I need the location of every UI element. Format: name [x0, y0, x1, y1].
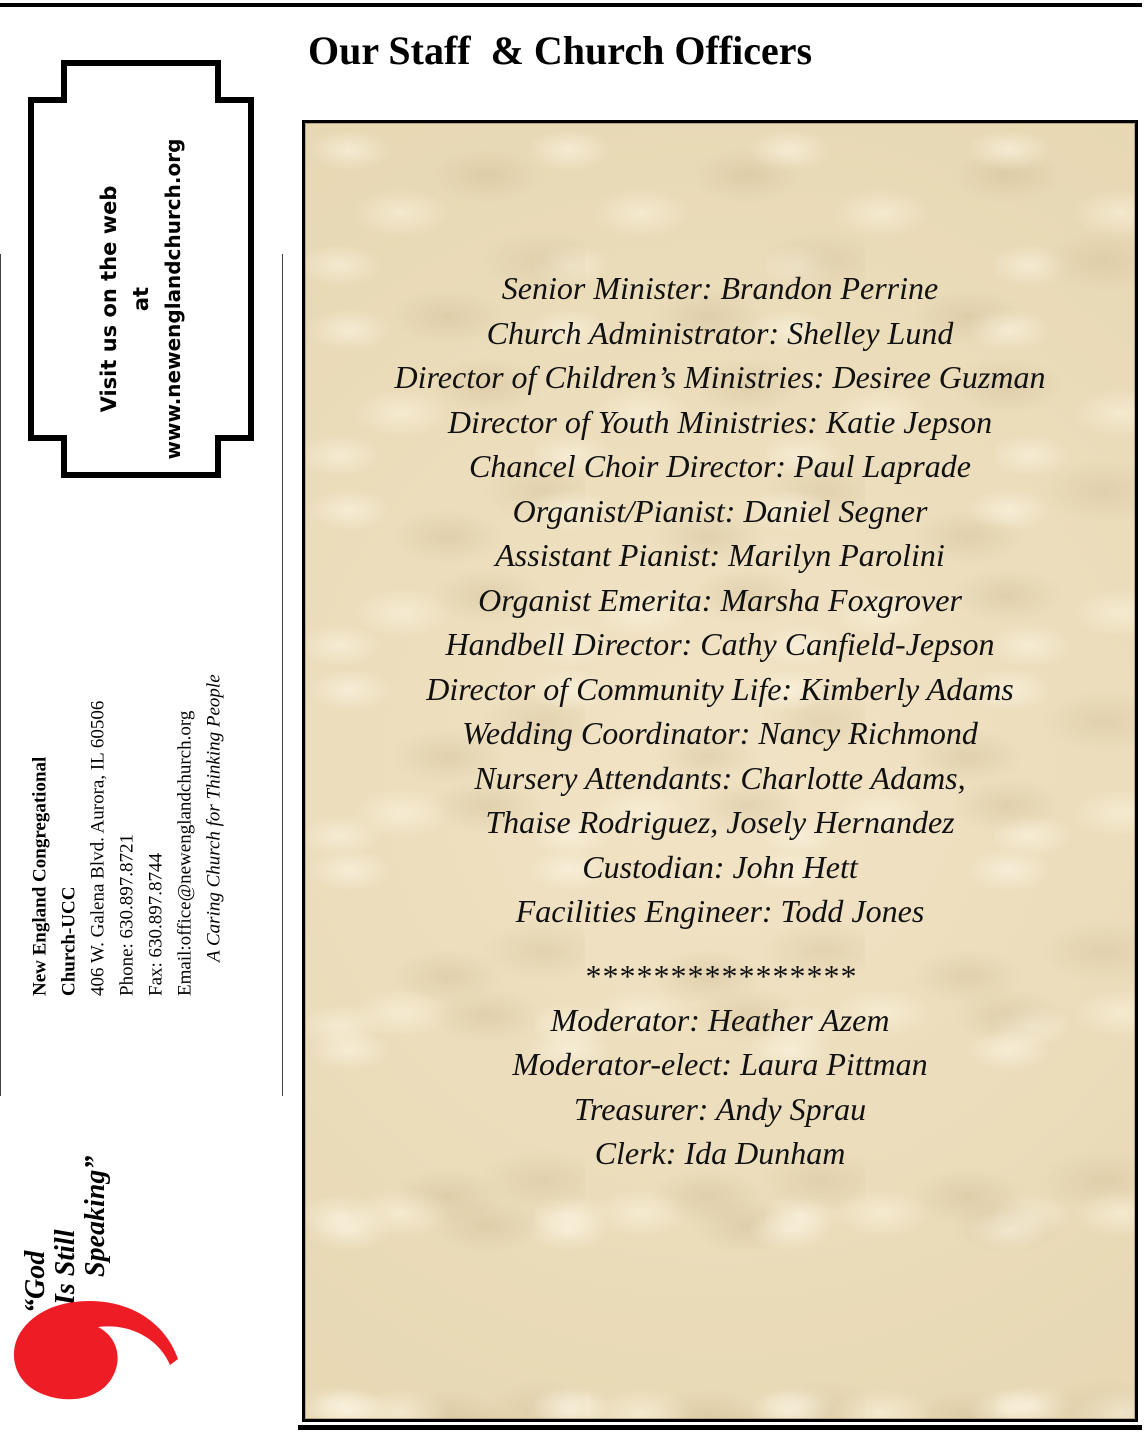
church-email[interactable]: Email:office@newenglandchurch.org: [174, 710, 196, 996]
staff-entry: Assistant Pianist: Marilyn Parolini: [495, 537, 945, 573]
church-fax: Fax: 630.897.8744: [145, 852, 167, 996]
officer-entry: Moderator: Heather Azem: [550, 1001, 890, 1038]
divider-left: [0, 254, 1, 1096]
web-notice-line2: at: [129, 286, 153, 312]
slogan-line3: Speaking”: [80, 1155, 111, 1277]
staff-entry: Nursery Attendants: Charlotte Adams,: [474, 759, 966, 796]
staff-panel: [302, 120, 1138, 1422]
staff-roster: [305, 266, 1135, 1176]
church-phone: Phone: 630.897.8721: [116, 833, 138, 996]
top-rule: [0, 3, 1142, 7]
staff-entry: Senior Minister: Brandon Perrine: [501, 270, 939, 306]
staff-entry: Director of Children’s Ministries: Desiree Guzman: [394, 359, 1046, 395]
divider-right: [282, 254, 283, 1096]
staff-entry: Handbell Director: Cathy Canfield-Jepson: [445, 626, 995, 662]
staff-entry: Wedding Coordinator: Nancy Richmond: [462, 715, 978, 751]
church-name-line2: Church-UCC: [58, 886, 80, 996]
church-address-block: [26, 596, 229, 996]
slogan-line1: “God: [20, 1250, 51, 1313]
slogan-line2: Is Still: [50, 1229, 81, 1305]
page-title: Our Staff & Church Officers: [308, 28, 813, 73]
staff-entry: Chancel Choir Director: Paul Laprade: [469, 448, 971, 484]
staff-entry: Organist Emerita: Marsha Foxgrover: [478, 581, 962, 618]
staff-entry: Director of Youth Ministries: Katie Jepson: [447, 403, 993, 440]
staff-entry: Director of Community Life: Kimberly Adams: [426, 670, 1014, 707]
officer-entry: Clerk: Ida Dunham: [594, 1135, 846, 1171]
church-name-line1: New England Congregational: [29, 756, 51, 996]
church-street: 406 W. Galena Blvd. Aurora, IL 60506: [87, 700, 109, 996]
officer-entry: Moderator-elect: Laura Pittman: [512, 1046, 928, 1082]
officer-entry: Treasurer: Andy Sprau: [573, 1090, 867, 1127]
section-separator: ****************: [584, 957, 856, 994]
staff-entry: Organist/Pianist: Daniel Segner: [512, 492, 928, 529]
web-notice-text: [93, 109, 189, 489]
web-notice-plaque: [28, 60, 254, 478]
web-notice-line1: Visit us on the web: [97, 185, 121, 413]
ucc-slogan: [21, 1123, 111, 1313]
ucc-comma-logo-icon: [10, 1297, 182, 1403]
staff-entry: Facilities Engineer: Todd Jones: [515, 893, 925, 929]
website-link[interactable]: www.newenglandchurch.org: [161, 138, 185, 460]
church-tagline: A Caring Church for Thinking People: [203, 674, 225, 962]
staff-entry: Thaise Rodriguez, Josely Hernandez: [485, 804, 955, 840]
bottom-rule: [298, 1425, 1142, 1430]
staff-entry: Custodian: John Hett: [582, 848, 858, 885]
staff-entry: Church Administrator: Shelley Lund: [486, 314, 954, 351]
